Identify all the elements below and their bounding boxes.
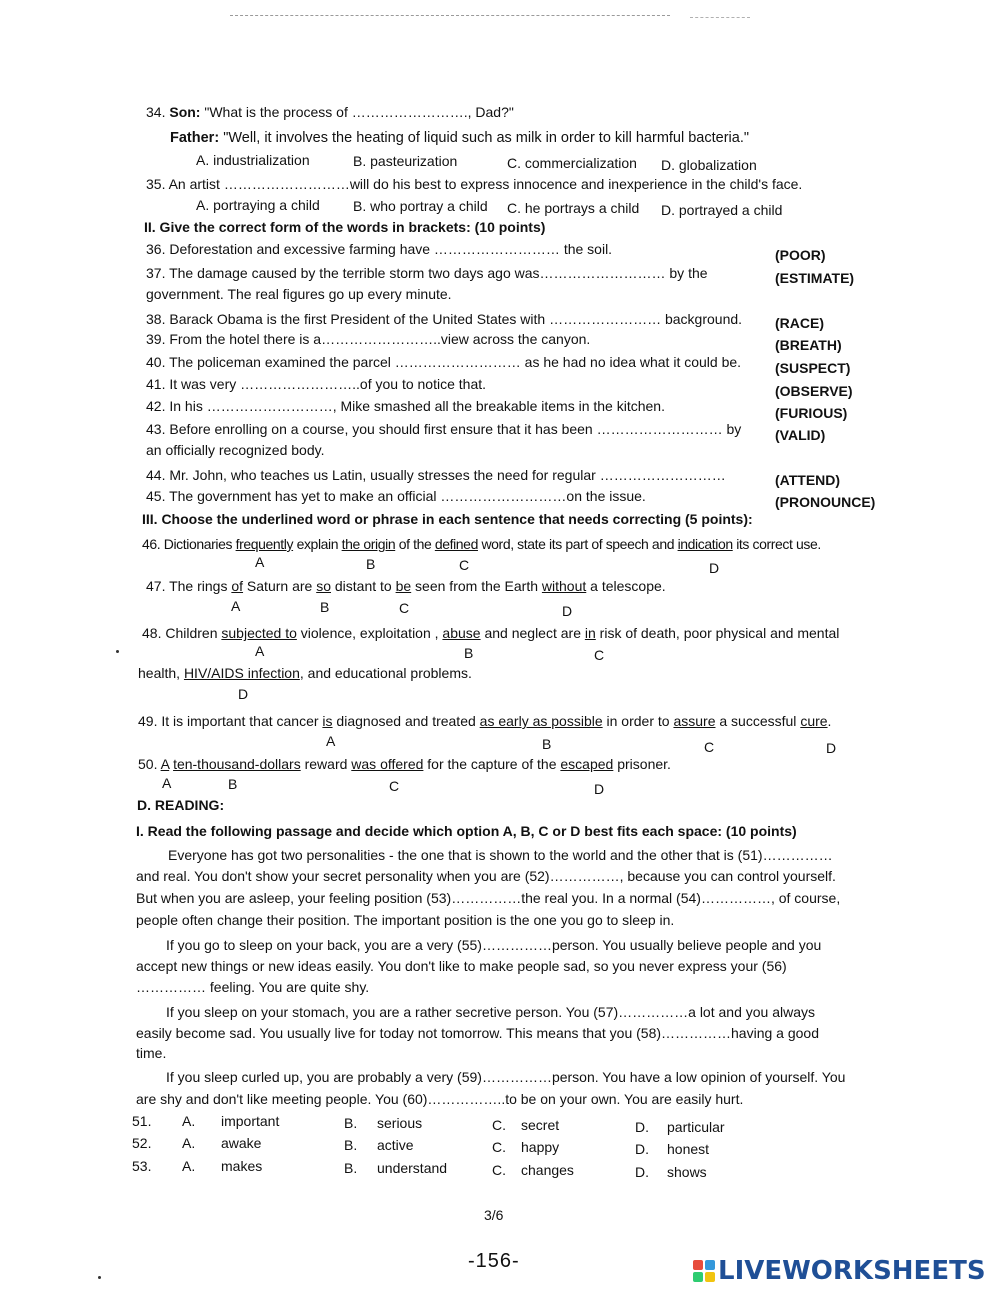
answer-row-51-a: important — [221, 1113, 280, 1129]
answer-row-52-a-letter: A. — [182, 1135, 196, 1151]
question-36: 36. Deforestation and excessive farming have ……………………… the soil. — [146, 241, 613, 257]
question-44: 44. Mr. John, who teaches us Latin, usually stresses the need for regular ……………………… — [146, 467, 726, 483]
question-47: 47. The rings of Saturn are so distant to be seen from the Earth without a telescope. — [146, 578, 666, 594]
passage-line-10: time. — [136, 1045, 167, 1061]
question-48: 48. Children subjected to violence, exploitation , abuse and neglect are in risk of death, poor physical and mental — [142, 625, 840, 641]
question-48-cont: health, HIV/AIDS infection, and educational problems. — [138, 665, 472, 681]
answer-row-51-c-letter: C. — [492, 1117, 506, 1133]
q50-label-c: C — [389, 778, 400, 794]
q34-option-d: D. globalization — [661, 157, 757, 173]
q47-label-a: A — [231, 598, 241, 614]
answer-row-52-c-letter: C. — [492, 1139, 506, 1155]
scan-speck — [98, 1276, 101, 1279]
passage-line-7: …………… feeling. You are quite shy. — [136, 979, 370, 995]
answer-row-52-b: active — [377, 1137, 414, 1153]
question-38: 38. Barack Obama is the first President of the United States with …………………… background. — [146, 311, 743, 327]
answer-row-52-d-letter: D. — [635, 1141, 649, 1157]
q48-label-a: A — [255, 643, 265, 659]
hint-36: (POOR) — [775, 247, 826, 263]
q46-label-a: A — [255, 554, 265, 570]
hint-41: (OBSERVE) — [775, 383, 853, 399]
reading-instruction: I. Read the following passage and decide which option A, B, C or D best fits each space: (10 points) — [136, 823, 797, 839]
question-46: 46. Dictionaries frequently explain the origin of the defined word, state its part of speech and indication its correct use. — [142, 536, 821, 552]
page-number: 3/6 — [484, 1207, 504, 1223]
scan-speck — [116, 650, 119, 653]
top-divider-short — [690, 17, 750, 18]
question-34-line2: Father: "Well, it involves the heating of liquid such as milk in order to kill harmful bacteria." — [170, 130, 750, 146]
answer-row-52-b-letter: B. — [344, 1137, 358, 1153]
passage-line-8: If you sleep on your stomach, you are a rather secretive person. You (57)……………a lot and you always — [166, 1004, 815, 1020]
question-37: 37. The damage caused by the terrible storm two days ago was……………………… by the — [146, 265, 708, 281]
section-3-title: III. Choose the underlined word or phrase in each sentence that needs correcting (5 points): — [142, 511, 753, 527]
page-footer-number: -156- — [468, 1250, 520, 1272]
q49-label-d: D — [826, 740, 837, 756]
question-37-cont: government. The real figures go up every minute. — [146, 286, 452, 302]
q35-option-b: B. who portray a child — [353, 198, 488, 214]
question-43: 43. Before enrolling on a course, you should first ensure that it has been ……………………… by — [146, 421, 742, 437]
answer-row-53-num: 53. — [132, 1158, 152, 1174]
answer-row-53-b-letter: B. — [344, 1160, 358, 1176]
q50-label-b: B — [228, 776, 238, 792]
hint-39: (BREATH) — [775, 337, 842, 353]
hint-43: (VALID) — [775, 427, 826, 443]
question-49: 49. It is important that cancer is diagnosed and treated as early as possible in order to assure a successful cure. — [138, 713, 832, 729]
passage-line-5: If you go to sleep on your back, you are a very (55)……………person. You usually believe people and you — [166, 937, 822, 953]
answer-row-51-b-letter: B. — [344, 1115, 358, 1131]
hint-38: (RACE) — [775, 315, 824, 331]
q46-label-c: C — [459, 557, 470, 573]
passage-line-1: Everyone has got two personalities - the one that is shown to the world and the other that is (51)…………… — [168, 847, 833, 863]
question-45: 45. The government has yet to make an official ………………………on the issue. — [146, 488, 646, 504]
passage-line-11: If you sleep curled up, you are probably a very (59)……………person. You have a low opinion of yourself. You — [166, 1069, 846, 1085]
q35-option-c: C. he portrays a child — [507, 200, 640, 216]
passage-line-9: easily become sad. You usually live for today not tomorrow. This means that you (58)……………having a good — [136, 1025, 819, 1041]
q48-label-c: C — [594, 647, 605, 663]
hint-44: (ATTEND) — [775, 472, 841, 488]
q48-label-b: B — [464, 645, 474, 661]
answer-row-51-num: 51. — [132, 1113, 152, 1129]
q49-label-a: A — [326, 733, 336, 749]
passage-line-3: But when you are asleep, your feeling position (53)……………the real you. In a normal (54)……………, of course, — [136, 890, 841, 906]
q47-label-b: B — [320, 599, 330, 615]
hint-42: (FURIOUS) — [775, 405, 848, 421]
question-50: 50. A ten-thousand-dollars reward was offered for the capture of the escaped prisoner. — [138, 756, 671, 772]
answer-row-52-a: awake — [221, 1135, 262, 1151]
q34-option-b: B. pasteurization — [353, 153, 458, 169]
q35-option-d: D. portrayed a child — [661, 202, 783, 218]
q50-label-a: A — [162, 775, 172, 791]
question-40: 40. The policeman examined the parcel ……………………… as he had no idea what it could be. — [146, 354, 742, 370]
answer-row-52-num: 52. — [132, 1135, 152, 1151]
liveworksheets-logo — [693, 1256, 986, 1286]
answer-row-51-a-letter: A. — [182, 1113, 196, 1129]
passage-line-2: and real. You don't show your secret personality when you are (52)……………, because you can control yourself. — [136, 868, 836, 884]
answer-row-53-d: shows — [667, 1164, 707, 1180]
hint-45: (PRONOUNCE) — [775, 494, 876, 510]
answer-row-51-b: serious — [377, 1115, 423, 1131]
liveworksheets-logo-text: LIVEWORKSHEETS — [718, 1256, 986, 1286]
q34-option-a: A. industrialization — [196, 152, 310, 168]
answer-row-51-d: particular — [667, 1119, 725, 1135]
answer-row-53-c: changes — [521, 1162, 574, 1178]
question-39: 39. From the hotel there is a……………………..view across the canyon. — [146, 331, 591, 347]
q46-label-d: D — [709, 560, 720, 576]
q34-option-c: C. commercialization — [507, 155, 637, 171]
answer-row-53-c-letter: C. — [492, 1162, 506, 1178]
q50-label-d: D — [594, 781, 605, 797]
liveworksheets-logo-icon — [693, 1260, 715, 1282]
q49-label-b: B — [542, 736, 552, 752]
question-41: 41. It was very ……………………..of you to notice that. — [146, 376, 487, 392]
answer-row-53-b: understand — [377, 1160, 448, 1176]
hint-40: (SUSPECT) — [775, 360, 851, 376]
q47-label-c: C — [399, 600, 410, 616]
answer-row-51-c: secret — [521, 1117, 560, 1133]
passage-line-4: people often change their position. The important position is the one you go to sleep in. — [136, 912, 675, 928]
section-2-title: II. Give the correct form of the words in brackets: (10 points) — [144, 219, 546, 235]
question-34-line1: 34. Son: "What is the process of ……………………., Dad?" — [146, 104, 514, 120]
answer-row-53-a-letter: A. — [182, 1158, 196, 1174]
passage-line-12: are shy and don't like meeting people. You (60)……………..to be on your own. You are easily hurt. — [136, 1091, 744, 1107]
q48-label-d: D — [238, 686, 249, 702]
q35-option-a: A. portraying a child — [196, 197, 320, 213]
answer-row-53-d-letter: D. — [635, 1164, 649, 1180]
q47-label-d: D — [562, 603, 573, 619]
q49-label-c: C — [704, 739, 715, 755]
answer-row-52-c: happy — [521, 1139, 560, 1155]
reading-title: D. READING: — [137, 797, 225, 813]
passage-line-6: accept new things or new ideas easily. You don't like to make people sad, so you never express your (56) — [136, 958, 787, 974]
question-43-cont: an officially recognized body. — [146, 442, 325, 458]
question-35: 35. An artist ………………………will do his best to express innocence and inexperience in the child's face. — [146, 176, 803, 192]
question-42: 42. In his ………………………, Mike smashed all the breakable items in the kitchen. — [146, 398, 665, 414]
hint-37: (ESTIMATE) — [775, 270, 855, 286]
answer-row-52-d: honest — [667, 1141, 710, 1157]
q46-label-b: B — [366, 556, 376, 572]
answer-row-51-d-letter: D. — [635, 1119, 649, 1135]
top-divider — [230, 15, 670, 16]
answer-row-53-a: makes — [221, 1158, 263, 1174]
